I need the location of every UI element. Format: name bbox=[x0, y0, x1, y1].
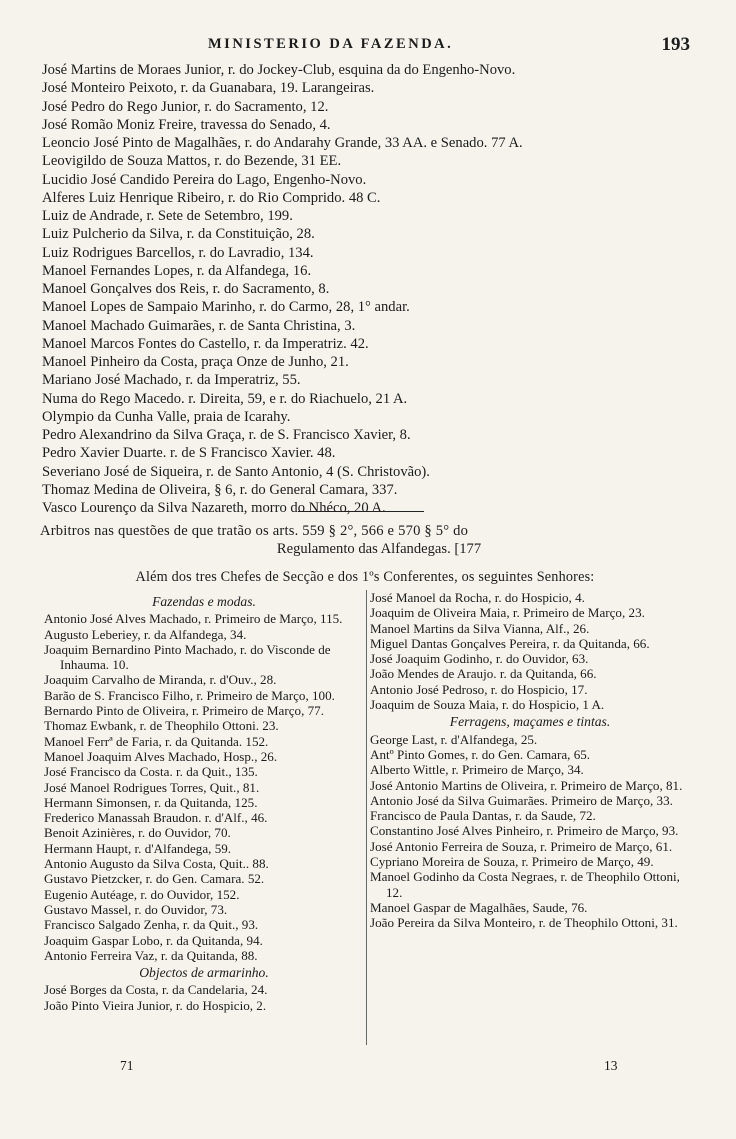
list-entry: Luiz Pulcherio da Silva, r. da Constituição, 28. bbox=[42, 226, 315, 243]
list-entry: Alferes Luiz Henrique Ribeiro, r. do Rio Comprido. 48 C. bbox=[42, 189, 381, 206]
page-header bbox=[40, 36, 690, 58]
list-entry: Leoncio José Pinto de Magalhães, r. do Andarahy Grande, 33 AA. e Senado. 77 A. bbox=[42, 135, 523, 151]
section-divider bbox=[298, 511, 424, 512]
arbitro-entry: José Antonio Ferreira de Souza, r. Primeiro de Março, 61. bbox=[370, 838, 673, 854]
list-entry: José Monteiro Peixoto, r. da Guanabara, 19. Larangeiras. bbox=[42, 80, 375, 97]
list-entry: Manoel Pinheiro da Costa, praça Onze de Junho, 21. bbox=[42, 354, 349, 370]
arbitro-entry: Hermann Haupt, r. d'Alfandega, 59. bbox=[44, 840, 232, 856]
section-title-line2: Regulamento das Alfandegas. [177 bbox=[276, 541, 482, 557]
arbitro-entry: José Manoel da Rocha, r. do Hospicio, 4. bbox=[370, 590, 585, 605]
list-entry: Leovigildo de Souza Mattos, r. do Bezende, 31 EE. bbox=[42, 153, 342, 170]
list-entry: Lucidio José Candido Pereira do Lago, Engenho-Novo. bbox=[42, 171, 367, 188]
arbitro-entry: José Antonio Martins de Oliveira, r. Primeiro de Março, 81. bbox=[370, 777, 683, 793]
arbitro-entry: Augusto Leberiey, r. da Alfandega, 34. bbox=[44, 626, 247, 642]
arbitro-entry: João Mendes de Araujo. r. da Quitanda, 66. bbox=[370, 666, 597, 682]
arbitro-entry: Barão de S. Francisco Filho, r. Primeiro de Março, 100. bbox=[44, 687, 335, 703]
list-entry: Vasco Lourenço da Silva Nazareth, morro do Nhéco, 20 A. bbox=[42, 500, 386, 516]
arbitro-entry: Joaquim Carvalho de Miranda, r. d'Ouv., 28. bbox=[44, 672, 277, 688]
arbitro-entry: Antonio Augusto da Silva Costa, Quit.. 88. bbox=[44, 856, 269, 872]
list-entry: Pedro Alexandrino da Silva Graça, r. de S. Francisco Xavier, 8. bbox=[42, 427, 411, 443]
arbitro-entry: Antonio José da Silva Guimarães. Primeiro de Março, 33. bbox=[370, 792, 673, 808]
section-intro: Além dos tres Chefes de Secção e dos 1ºs Conferentes, os seguintes Senhores: bbox=[135, 569, 595, 585]
arbitro-entry: Joaquim Gaspar Lobo, r. da Quitanda, 94. bbox=[44, 932, 263, 948]
footer-signature-right: 13 bbox=[604, 1058, 618, 1073]
arbitro-entry: Alberto Wittle, r. Primeiro de Março, 34. bbox=[370, 762, 584, 778]
list-entry: Severiano José de Siqueira, r. de Santo Antonio, 4 (S. Christovão). bbox=[42, 463, 430, 480]
arbitro-entry: Gustavo Massel, r. do Ouvidor, 73. bbox=[44, 901, 228, 917]
arbitro-entry: Manoel Gaspar de Magalhães, Saude, 76. bbox=[370, 899, 588, 915]
name-address-list bbox=[42, 61, 694, 517]
page-number: 193 bbox=[661, 34, 690, 55]
arbitro-entry: Gustavo Pietzcker, r. do Gen. Camara. 52. bbox=[44, 871, 265, 887]
list-entry: Olympio da Cunha Valle, praia de Icarahy. bbox=[42, 408, 291, 425]
list-entry: José Martins de Moraes Junior, r. do Jockey-Club, esquina da do Engenho-Novo. bbox=[42, 62, 516, 78]
arbitro-entry: Thomaz Ewbank, r. de Theophilo Ottoni. 23. bbox=[44, 718, 279, 734]
arbitro-entry: Manoel Joaquim Alves Machado, Hosp., 26. bbox=[44, 748, 278, 764]
arbitro-entry: João Pinto Vieira Junior, r. do Hospicio, 2. bbox=[44, 997, 267, 1013]
category-heading-fazendas: Fazendas e modas. bbox=[152, 594, 256, 609]
list-entry: Manoel Lopes de Sampaio Marinho, r. do Carmo, 28, 1° andar. bbox=[42, 299, 410, 316]
list-entry: Numa do Rego Macedo. r. Direita, 59, e r. do Riachuelo, 21 A. bbox=[42, 390, 408, 407]
arbitro-entry: Francisco Salgado Zenha, r. da Quit., 93. bbox=[44, 917, 259, 933]
arbitro-entry: Cypriano Moreira de Souza, r. Primeiro de Março, 49. bbox=[370, 854, 654, 870]
arbitro-entry: Manoel Godinho da Costa Negraes, r. de Theophilo Ottoni, 12. bbox=[370, 869, 680, 900]
arbitro-entry: Antonio José Alves Machado, r. Primeiro de Março, 115. bbox=[44, 611, 343, 627]
arbitro-entry: Manoel Ferrª de Faria, r. da Quitanda. 152. bbox=[44, 733, 269, 749]
list-entry: José Romão Moniz Freire, travessa do Senado, 4. bbox=[42, 116, 331, 133]
arbitro-entry: Bernardo Pinto de Oliveira, r. Primeiro de Março, 77. bbox=[44, 703, 324, 719]
list-entry: Thomaz Medina de Oliveira, § 6, r. do General Camara, 337. bbox=[42, 481, 398, 498]
arbitro-entry: Antonio Ferreira Vaz, r. da Quitanda, 88. bbox=[44, 947, 258, 963]
arbitro-entry: José Manoel Rodrigues Torres, Quit., 81. bbox=[44, 779, 260, 795]
arbitro-entry: Constantino José Alves Pinheiro, r. Primeiro de Março, 93. bbox=[370, 823, 679, 839]
arbitro-entry: Hermann Simonsen, r. da Quitanda, 125. bbox=[44, 794, 258, 810]
arbitro-entry: João Pereira da Silva Monteiro, r. de Theophilo Ottoni, 31. bbox=[370, 915, 678, 931]
page-title: MINISTERIO DA FAZENDA. bbox=[208, 36, 454, 52]
arbitro-entry: Benoit Azinières, r. do Ouvidor, 70. bbox=[44, 825, 231, 841]
right-column bbox=[370, 590, 690, 931]
arbitro-entry: Joaquim de Souza Maia, r. do Hospicio, 1 A. bbox=[370, 697, 605, 713]
arbitro-entry: José Francisco da Costa. r. da Quit., 135. bbox=[44, 764, 258, 780]
arbitro-entry: Antonio José Pedroso, r. do Hospicio, 17. bbox=[370, 681, 588, 697]
category-heading-armarinho: Objectos de armarinho. bbox=[139, 965, 269, 981]
left-column bbox=[44, 592, 364, 1013]
arbitro-entry: Antº Pinto Gomes, r. do Gen. Camara, 65. bbox=[370, 746, 591, 762]
list-entry: Manoel Machado Guimarães, r. de Santa Christina, 3. bbox=[42, 317, 356, 334]
list-entry: Manoel Fernandes Lopes, r. da Alfandega, 16. bbox=[42, 262, 312, 279]
category-heading-ferragens: Ferragens, maçames e tintas. bbox=[449, 714, 611, 730]
arbitro-entry: Eugenio Autéage, r. do Ouvidor, 152. bbox=[44, 886, 240, 902]
arbitro-entry: Miguel Dantas Gonçalves Pereira, r. da Quitanda, 66. bbox=[370, 635, 650, 651]
list-entry: Mariano José Machado, r. da Imperatriz, 55. bbox=[42, 372, 301, 389]
arbitro-entry: Francisco de Paula Dantas, r. da Saude, 72. bbox=[370, 808, 596, 824]
list-entry: Luiz de Andrade, r. Sete de Setembro, 199. bbox=[42, 208, 293, 224]
arbitro-entry: George Last, r. d'Alfandega, 25. bbox=[370, 731, 538, 747]
list-entry: Manoel Gonçalves dos Reis, r. do Sacramento, 8. bbox=[42, 281, 330, 297]
list-entry: Luiz Rodrigues Barcellos, r. do Lavradio, 134. bbox=[42, 244, 314, 261]
arbitro-entry: José Borges da Costa, r. da Candelaria, 24. bbox=[44, 982, 268, 998]
section-title bbox=[40, 522, 690, 558]
arbitro-entry: Joaquim de Oliveira Maia, r. Primeiro de Março, 23. bbox=[370, 605, 645, 621]
arbitro-entry: José Joaquim Godinho, r. do Ouvidor, 63. bbox=[370, 651, 589, 667]
footer-signature-left: 71 bbox=[120, 1058, 134, 1073]
arbitro-entry: Joaquim Bernardino Pinto Machado, r. do Visconde de Inhauma. 10. bbox=[44, 641, 331, 673]
arbitro-entry: Frederico Manassah Braudon. r. d'Alf., 46. bbox=[44, 810, 268, 826]
column-divider bbox=[366, 590, 367, 1045]
section-title-line1: Arbitros nas questões de que tratão os arts. 559 § 2°, 566 e 570 § 5° do bbox=[40, 523, 469, 539]
list-entry: Manoel Marcos Fontes do Castello, r. da Imperatriz. 42. bbox=[42, 335, 369, 352]
list-entry: Pedro Xavier Duarte. r. de S Francisco Xavier. 48. bbox=[42, 445, 336, 462]
arbitro-entry: Manoel Martins da Silva Vianna, Alf., 26. bbox=[370, 620, 590, 636]
list-entry: José Pedro do Rego Junior, r. do Sacramento, 12. bbox=[42, 98, 329, 115]
